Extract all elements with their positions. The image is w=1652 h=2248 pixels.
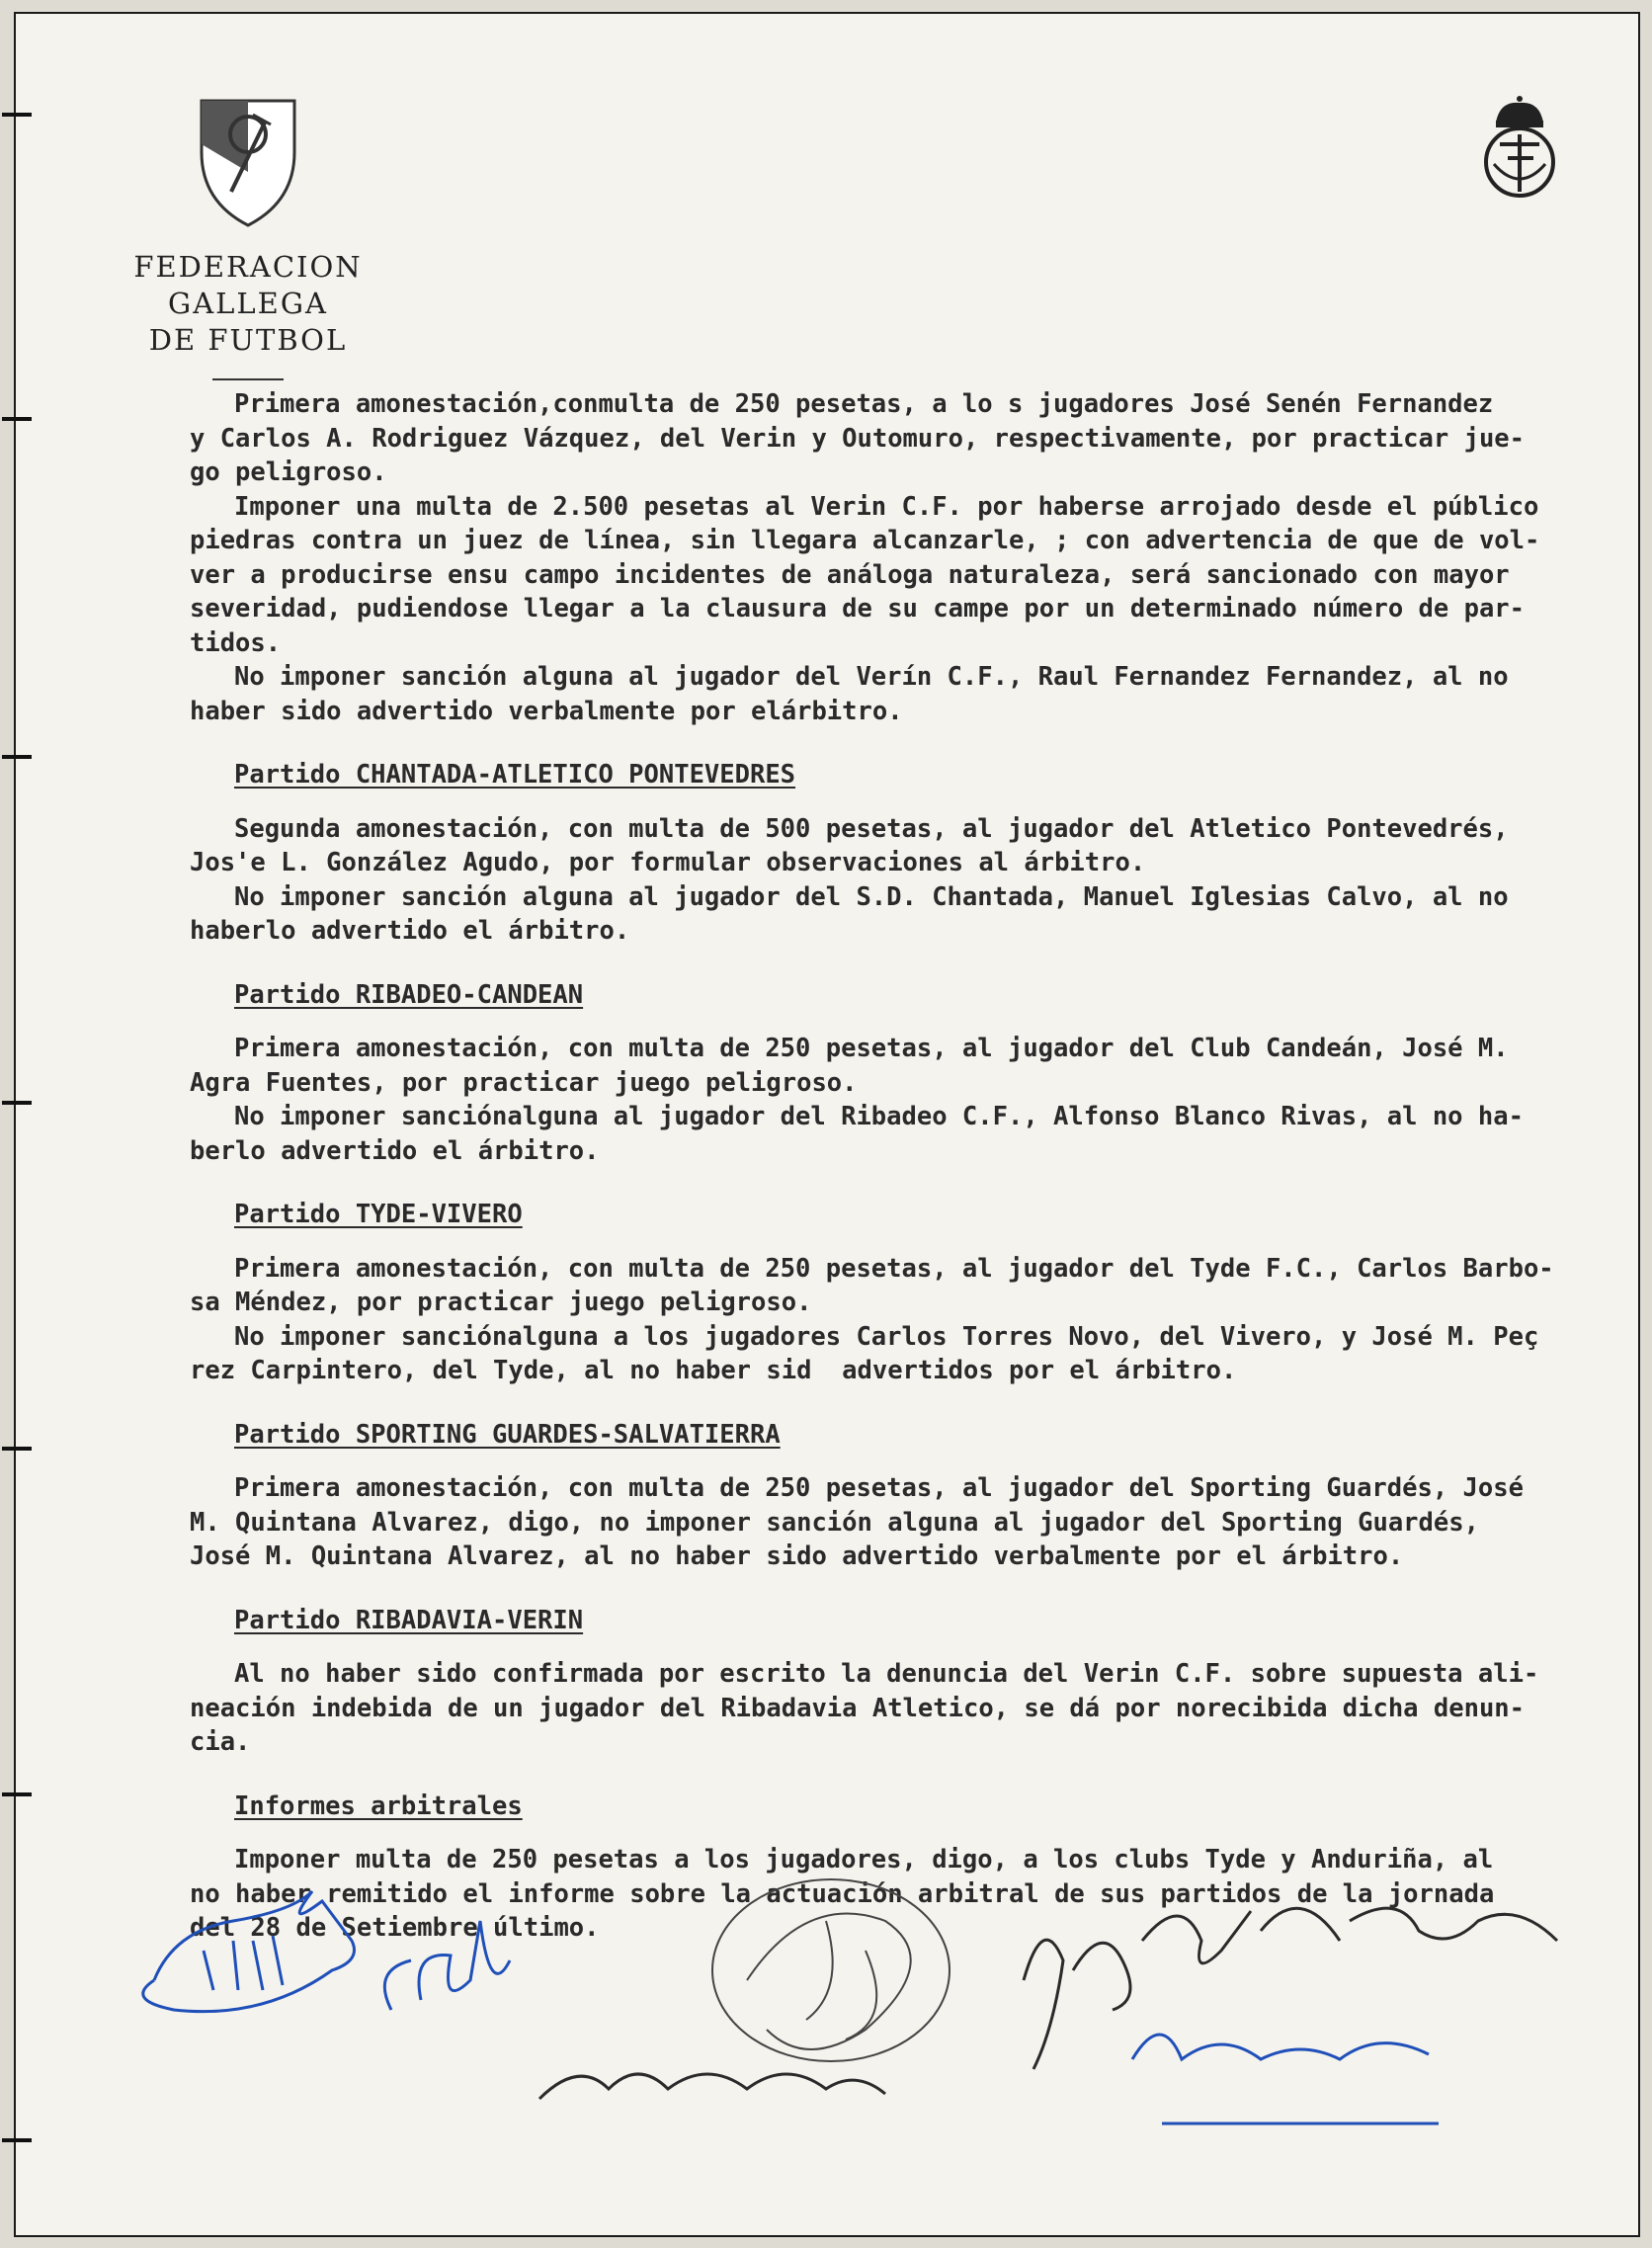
paragraph-line: Imponer una multa de 2.500 pesetas al Verin C.F. por haberse arrojado desde el público (234, 491, 1539, 522)
paragraph-line: M. Quintana Alvarez, digo, no imponer sanción alguna al jugador del Sporting Guardés, (190, 1507, 1479, 1538)
section-heading: Partido CHANTADA-ATLETICO PONTEVEDRES (234, 760, 796, 790)
binding-mark (2, 755, 32, 759)
paragraph-line: José M. Quintana Alvarez, al no haber sido advertido verbalmente por el árbitro. (190, 1541, 1404, 1571)
paragraph-line: go peligroso. (190, 458, 387, 487)
org-name-line1: FEDERACION GALLEGA (133, 250, 363, 320)
paragraph-line: no haber remitido el informe sobre la actuación arbitral de sus partidos de la jornada (190, 1878, 1495, 1909)
paragraph-line: No imponer sanción alguna al jugador del Verín C.F., Raul Fernandez Fernandez, al no (234, 662, 1509, 692)
binding-mark (2, 2138, 32, 2142)
header-divider (212, 378, 284, 380)
section-heading: Partido TYDE-VIVERO (234, 1200, 523, 1229)
paragraph-line: Segunda amonestación, con multa de 500 pesetas, al jugador del Atletico Pontevedrés, (234, 813, 1509, 844)
binding-mark (2, 1447, 32, 1451)
signature-6 (1132, 2035, 1439, 2123)
signature-1 (143, 1891, 355, 2012)
paragraph-line: piedras contra un juez de línea, sin llegara alcanzarle, ; con advertencia de que de vol- (190, 526, 1540, 555)
section-heading: Partido RIBADEO-CANDEAN (234, 979, 584, 1010)
document-body (190, 387, 1652, 1946)
section-heading: Partido RIBADAVIA-VERIN (234, 1605, 584, 1635)
org-name-line2: DE FUTBOL (148, 323, 348, 357)
signatures-block (115, 1862, 1597, 2158)
paragraph-line: ver a producirse ensu campo incidentes de análoga naturaleza, será sancionado con mayor (190, 559, 1510, 590)
paragraph-line: rez Carpintero, del Tyde, al no haber sid advertidos por el árbitro. (190, 1356, 1237, 1385)
paragraph-line: berlo advertido el árbitro. (190, 1135, 600, 1166)
paragraph-line: haberlo advertido el árbitro. (190, 916, 630, 946)
paragraph-line: Primera amonestación, con multa de 250 pesetas, al jugador del Club Candeán, José M. (234, 1034, 1509, 1063)
paragraph-line: Agra Fuentes, por practicar juego peligroso. (190, 1067, 858, 1098)
paragraph-line: tidos. (190, 627, 282, 658)
signature-2 (384, 1921, 510, 2010)
binding-mark (2, 1101, 32, 1105)
paragraph-line: Primera amonestación,conmulta de 250 pesetas, a lo s jugadores José Senén Fernandez (234, 389, 1494, 419)
crest-logo-icon (1470, 95, 1569, 204)
paragraph-line: del 28 de Setiembre último. (190, 1913, 600, 1943)
binding-mark (2, 1792, 32, 1796)
paragraph-line: No imponer sanciónalguna a los jugadores Carlos Torres Novo, del Vivero, y José M. Peç (234, 1321, 1539, 1352)
paragraph-line: Jos'e L. González Agudo, por formular observaciones al árbitro. (190, 848, 1146, 877)
paragraph-line: Primera amonestación, con multa de 250 pesetas, al jugador del Tyde F.C., Carlos Barbo- (234, 1253, 1554, 1284)
section-heading: Informes arbitrales (234, 1790, 523, 1821)
paragraph-line: No imponer sanciónalguna al jugador del Ribadeo C.F., Alfonso Blanco Rivas, al no ha- (234, 1102, 1524, 1131)
paragraph-line: No imponer sanción alguna al jugador del S.D. Chantada, Manuel Iglesias Calvo, al no (234, 881, 1509, 912)
paragraph-line: haber sido advertido verbalmente por elárbitro. (190, 696, 903, 726)
paragraph-line: Imponer multa de 250 pesetas a los jugadores, digo, a los clubs Tyde y Anduriña, al (234, 1845, 1494, 1874)
paragraph-line: cia. (190, 1727, 251, 1757)
paragraph-line: Primera amonestación, con multa de 250 pesetas, al jugador del Sporting Guardés, José (234, 1473, 1524, 1503)
paragraph-line: severidad, pudiendose llegar a la clausura de su campe por un determinado número de par- (190, 594, 1526, 624)
paragraph-line: Al no haber sido confirmada por escrito la denuncia del Verin C.F. sobre supuesta ali- (234, 1659, 1539, 1689)
paragraph-line: sa Méndez, por practicar juego peligroso. (190, 1288, 812, 1317)
binding-mark (2, 417, 32, 421)
paragraph-line: y Carlos A. Rodriguez Vázquez, del Verin y Outomuro, respectivamente, por practicar jue- (190, 423, 1526, 454)
section-heading: Partido SPORTING GUARDES-SALVATIERRA (234, 1419, 781, 1450)
document-page (14, 12, 1640, 2237)
letterhead (65, 93, 431, 380)
binding-mark (2, 113, 32, 117)
circular-stamp (712, 1879, 950, 2061)
paragraph-line: neación indebida de un jugador del Ribadavia Atletico, se dá por norecibida dicha denun- (190, 1693, 1526, 1723)
signature-5 (1261, 1908, 1557, 1941)
shield-logo-icon (194, 93, 302, 231)
signature-3 (539, 2074, 885, 2099)
